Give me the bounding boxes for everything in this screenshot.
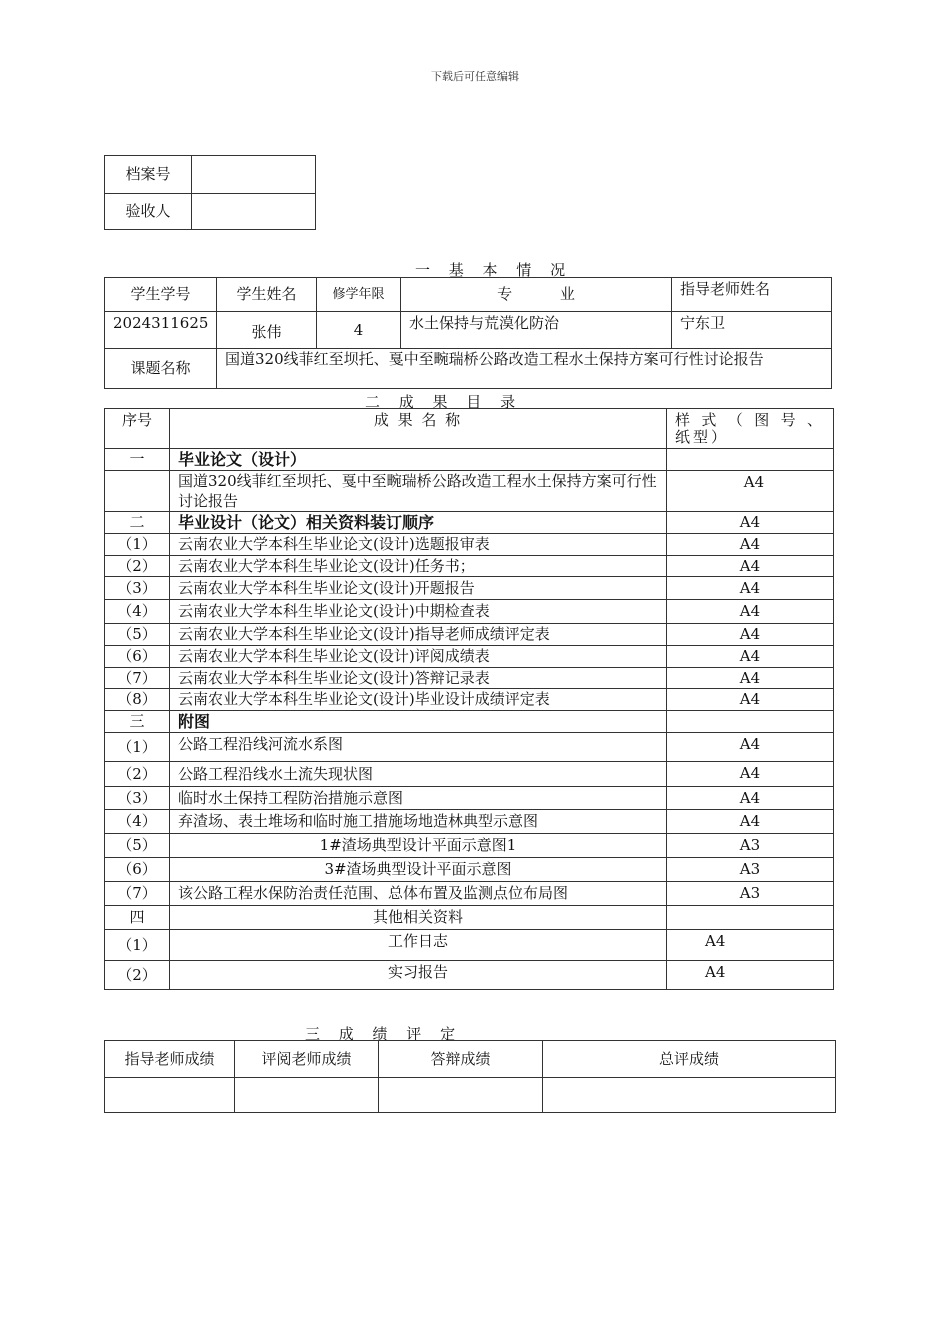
reviewer-grade-field[interactable] bbox=[235, 1078, 379, 1113]
row-name: 附图 bbox=[170, 711, 667, 733]
catalog-format-header: 样 式 （ 图 号 、 纸型） bbox=[667, 409, 834, 449]
section2-title: 二 成 果 目 录 bbox=[365, 393, 523, 411]
row-number bbox=[105, 471, 170, 512]
reviewer-grade-header: 评阅老师成绩 bbox=[235, 1041, 379, 1078]
row-format: A3 bbox=[667, 834, 834, 858]
row-number: （3） bbox=[105, 577, 170, 600]
row-name: 3#渣场典型设计平面示意图 bbox=[170, 858, 667, 882]
row-format bbox=[667, 906, 834, 930]
table-row bbox=[105, 733, 834, 762]
row-name: 其他相关资料 bbox=[170, 906, 667, 930]
major-value: 水土保持与荒漠化防治 bbox=[401, 312, 672, 349]
row-number: （7） bbox=[105, 668, 170, 689]
row-format: A4 bbox=[667, 534, 834, 556]
table-row bbox=[105, 449, 834, 471]
row-format bbox=[667, 449, 834, 471]
row-number: （6） bbox=[105, 858, 170, 882]
row-name: 公路工程沿线水土流失现状图 bbox=[170, 762, 667, 787]
table-row bbox=[105, 858, 834, 882]
years-header: 修学年限 bbox=[317, 278, 401, 312]
archive-number-field[interactable] bbox=[192, 156, 316, 194]
row-name: 云南农业大学本科生毕业论文(设计)毕业设计成绩评定表 bbox=[170, 689, 667, 711]
catalog-no-header: 序号 bbox=[105, 409, 170, 449]
row-format: A4 bbox=[667, 961, 834, 990]
section3-title: 三 成 绩 评 定 bbox=[305, 1025, 463, 1043]
row-number: 四 bbox=[105, 906, 170, 930]
row-format: A4 bbox=[667, 668, 834, 689]
row-format: A4 bbox=[667, 787, 834, 810]
row-number: （2） bbox=[105, 556, 170, 577]
row-format: A4 bbox=[667, 689, 834, 711]
table-row bbox=[105, 762, 834, 787]
row-number: （2） bbox=[105, 762, 170, 787]
row-format bbox=[667, 711, 834, 733]
row-number: （1） bbox=[105, 733, 170, 762]
catalog-name-header: 成 果 名 称 bbox=[170, 409, 667, 449]
advisor-grade-header: 指导老师成绩 bbox=[105, 1041, 235, 1078]
table-row bbox=[105, 930, 834, 961]
table-row bbox=[105, 834, 834, 858]
row-format: A4 bbox=[667, 577, 834, 600]
row-format: A4 bbox=[667, 624, 834, 646]
row-name: 公路工程沿线河流水系图 bbox=[170, 733, 667, 762]
row-format: A4 bbox=[667, 733, 834, 762]
section1-title: 一 基 本 情 况 bbox=[415, 261, 573, 279]
row-name: 该公路工程水保防治责任范围、总体布置及监测点位布局图 bbox=[170, 882, 667, 906]
table-row bbox=[105, 534, 834, 556]
row-format: A4 bbox=[667, 810, 834, 834]
acceptor-field[interactable] bbox=[192, 194, 316, 230]
row-format: A3 bbox=[667, 858, 834, 882]
row-name: 实习报告 bbox=[170, 961, 667, 990]
table-row bbox=[105, 556, 834, 577]
row-number: （1） bbox=[105, 534, 170, 556]
row-number: （1） bbox=[105, 930, 170, 961]
student-id-header: 学生学号 bbox=[105, 278, 217, 312]
table-row bbox=[105, 689, 834, 711]
table-row bbox=[105, 668, 834, 689]
student-id-value: 2024311625 bbox=[105, 312, 217, 349]
years-value: 4 bbox=[317, 312, 401, 349]
overall-grade-header: 总评成绩 bbox=[543, 1041, 836, 1078]
table-row bbox=[105, 512, 834, 534]
row-name: 云南农业大学本科生毕业论文(设计)中期检查表 bbox=[170, 600, 667, 624]
row-format: A4 bbox=[667, 512, 834, 534]
row-name: 云南农业大学本科生毕业论文(设计)评阅成绩表 bbox=[170, 646, 667, 668]
advisor-value: 宁东卫 bbox=[672, 312, 832, 349]
table-row bbox=[105, 961, 834, 990]
row-name: 国道320线菲红至坝托、戛中至畹瑞桥公路改造工程水土保持方案可行性讨论报告 bbox=[170, 471, 667, 512]
row-name: 云南农业大学本科生毕业论文(设计)开题报告 bbox=[170, 577, 667, 600]
table-row bbox=[105, 624, 834, 646]
defense-grade-field[interactable] bbox=[379, 1078, 543, 1113]
topic-label: 课题名称 bbox=[105, 349, 217, 389]
defense-grade-header: 答辩成绩 bbox=[379, 1041, 543, 1078]
row-number: 一 bbox=[105, 449, 170, 471]
overall-grade-field[interactable] bbox=[543, 1078, 836, 1113]
archive-number-label: 档案号 bbox=[105, 156, 192, 194]
row-name: 毕业论文（设计） bbox=[170, 449, 667, 471]
table-row bbox=[105, 810, 834, 834]
archive-table bbox=[104, 155, 316, 230]
row-number: 三 bbox=[105, 711, 170, 733]
results-catalog-table bbox=[104, 408, 834, 990]
table-row bbox=[105, 577, 834, 600]
acceptor-label: 验收人 bbox=[105, 194, 192, 230]
row-number: （6） bbox=[105, 646, 170, 668]
table-row bbox=[105, 882, 834, 906]
row-number: （5） bbox=[105, 624, 170, 646]
table-row bbox=[105, 600, 834, 624]
row-number: （5） bbox=[105, 834, 170, 858]
row-format: A4 bbox=[667, 600, 834, 624]
row-name: 工作日志 bbox=[170, 930, 667, 961]
grades-table bbox=[104, 1040, 836, 1113]
row-number: （7） bbox=[105, 882, 170, 906]
advisor-header: 指导老师姓名 bbox=[672, 278, 832, 312]
row-name: 云南农业大学本科生毕业论文(设计)选题报审表 bbox=[170, 534, 667, 556]
row-number: （8） bbox=[105, 689, 170, 711]
row-name: 临时水土保持工程防治措施示意图 bbox=[170, 787, 667, 810]
row-name: 云南农业大学本科生毕业论文(设计)指导老师成绩评定表 bbox=[170, 624, 667, 646]
row-name: 云南农业大学本科生毕业论文(设计)答辩记录表 bbox=[170, 668, 667, 689]
row-format: A4 bbox=[667, 471, 834, 512]
student-name-value: 张伟 bbox=[217, 312, 317, 349]
table-row bbox=[105, 471, 834, 512]
table-row bbox=[105, 646, 834, 668]
row-format: A4 bbox=[667, 930, 834, 961]
row-number: （2） bbox=[105, 961, 170, 990]
major-header: 专 业 bbox=[401, 278, 672, 312]
advisor-grade-field[interactable] bbox=[105, 1078, 235, 1113]
row-format: A4 bbox=[667, 762, 834, 787]
student-name-header: 学生姓名 bbox=[217, 278, 317, 312]
header-note: 下载后可任意编辑 bbox=[431, 70, 519, 83]
row-name: 毕业设计（论文）相关资料装订顺序 bbox=[170, 512, 667, 534]
row-name: 云南农业大学本科生毕业论文(设计)任务书； bbox=[170, 556, 667, 577]
table-row bbox=[105, 787, 834, 810]
row-name: 1#渣场典型设计平面示意图1 bbox=[170, 834, 667, 858]
row-number: （4） bbox=[105, 600, 170, 624]
row-format: A3 bbox=[667, 882, 834, 906]
table-row bbox=[105, 711, 834, 733]
row-name: 弃渣场、表土堆场和临时施工措施场地造林典型示意图 bbox=[170, 810, 667, 834]
basic-info-table bbox=[104, 277, 832, 389]
row-number: 二 bbox=[105, 512, 170, 534]
row-number: （4） bbox=[105, 810, 170, 834]
row-number: （3） bbox=[105, 787, 170, 810]
row-format: A4 bbox=[667, 646, 834, 668]
table-row bbox=[105, 906, 834, 930]
topic-value: 国道320线菲红至坝托、戛中至畹瑞桥公路改造工程水土保持方案可行性讨论报告 bbox=[217, 349, 832, 389]
row-format: A4 bbox=[667, 556, 834, 577]
